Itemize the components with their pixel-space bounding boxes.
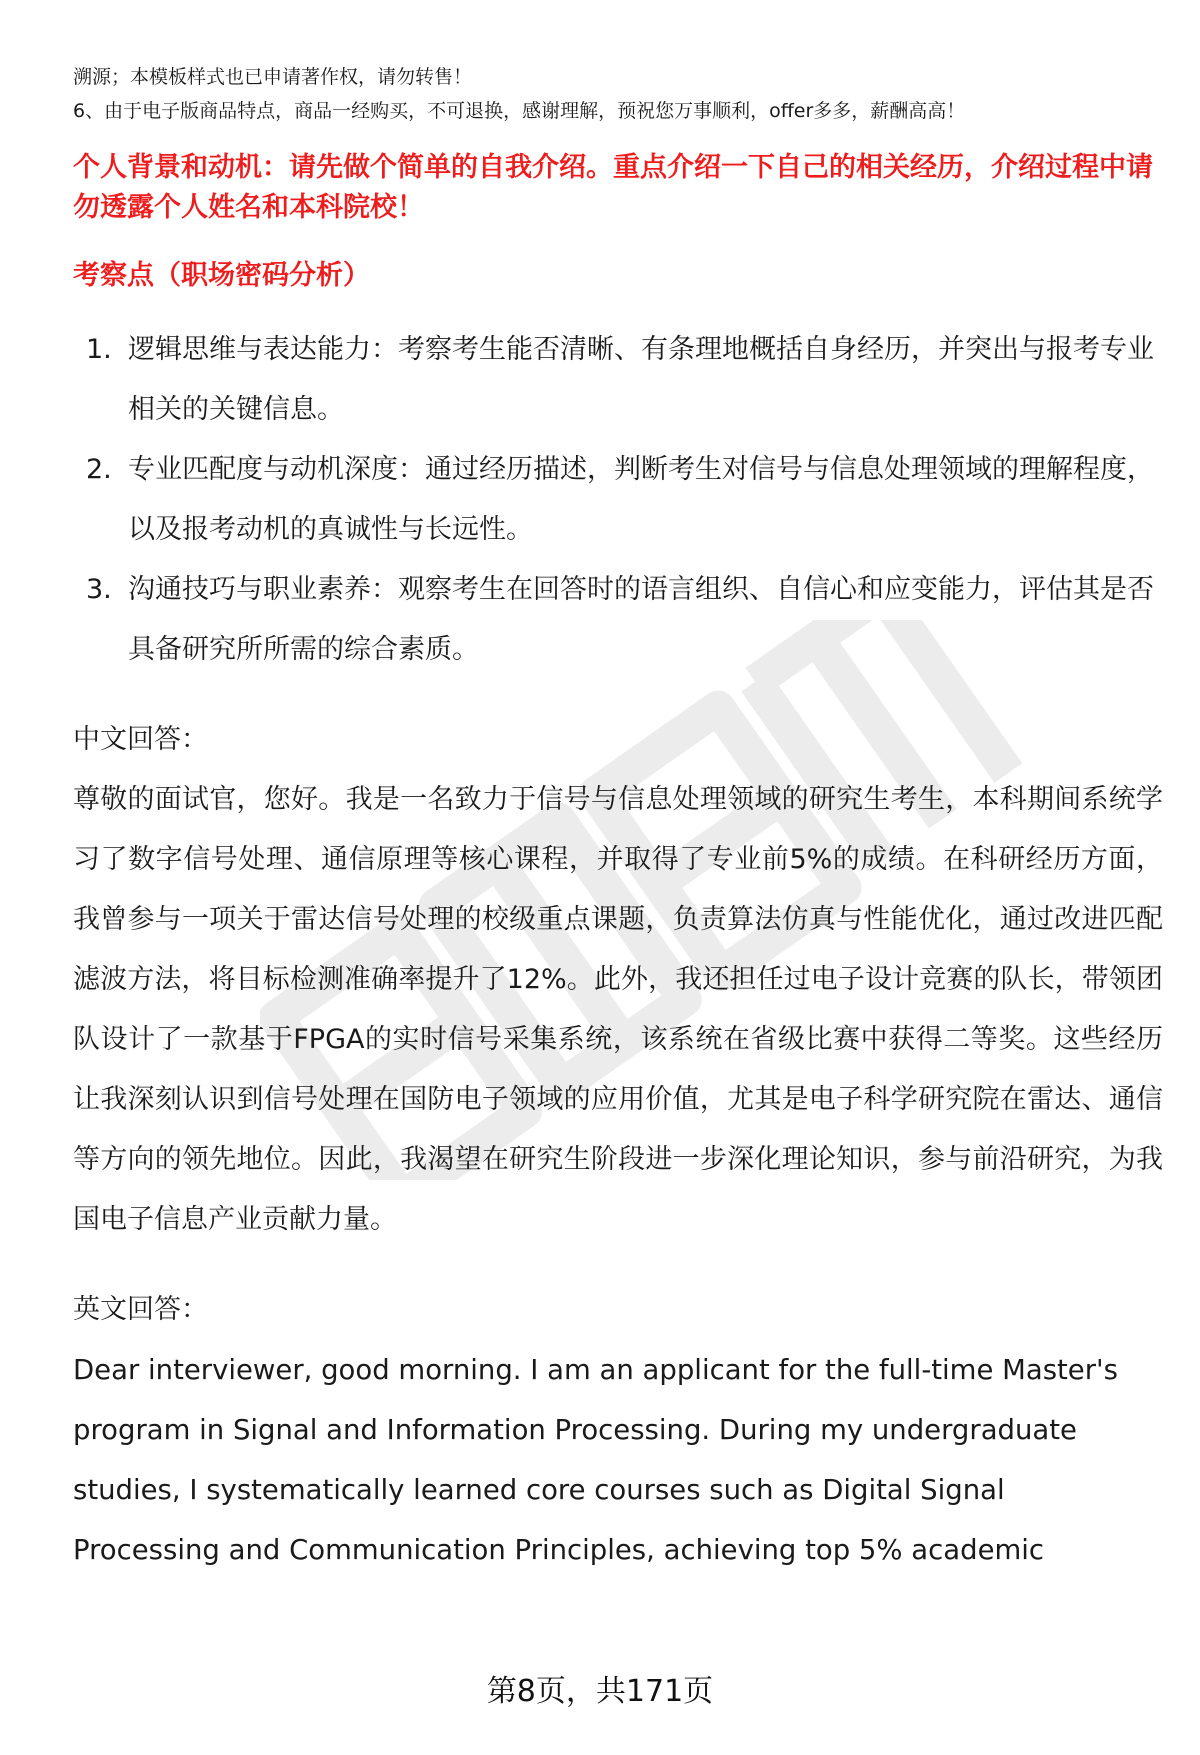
question-heading: 个人背景和动机：请先做个简单的自我介绍。重点介绍一下自己的相关经历，介绍过程中请勿透露个人姓名和本科院校！ <box>73 152 1153 223</box>
english-answer-text: Dear interviewer, good morning. I am an applicant for the full-time Master's program in Signal and Information Processing. During my undergraduate studies, I systematically learned core courses such as Digital Signal Processing and Communication Principles, achieving top 5% academic <box>73 1354 1118 1566</box>
assessment-point <box>73 440 1163 560</box>
english-answer-label: 英文回答： <box>73 1294 208 1325</box>
point-text: 逻辑思维与表达能力：考察考生能否清晰、有条理地概括自身经历，并突出与报考专业相关的关键信息。 <box>128 334 1154 425</box>
point-number: 1. <box>86 334 112 365</box>
page-content <box>73 60 1163 1580</box>
point-number: 3. <box>86 574 112 605</box>
point-number: 2. <box>86 454 112 485</box>
point-text: 沟通技巧与职业素养：观察考生在回答时的语言组织、自信心和应变能力，评估其是否具备研究所所需的综合素质。 <box>128 574 1154 665</box>
assessment-point <box>73 320 1163 440</box>
note-line-1: 溯源；本模板样式也已申请著作权，请勿转售！ <box>73 66 473 88</box>
assessment-points <box>73 320 1163 680</box>
page-number: 第8页，共171页 <box>486 1674 714 1709</box>
point-text: 专业匹配度与动机深度：通过经历描述，判断考生对信号与信息处理领域的理解程度，以及报考动机的真诚性与长远性。 <box>128 454 1154 545</box>
chinese-answer-text: 尊敬的面试官，您好。我是一名致力于信号与信息处理领域的研究生考生，本科期间系统学习了数字信号处理、通信原理等核心课程，并取得了专业前5%的成绩。在科研经历方面，我曾参与一项关于雷达信号处理的校级重点课题，负责算法仿真与性能优化，通过改进匹配滤波方法，将目标检测准确率提升了12%。此外，我还担任过电子设计竞赛的队长，带领团队设计了一款基于FPGA的实时信号采集系统，该系统在省级比赛中获得二等奖。这些经历让我深刻认识到信号处理在国防电子领域的应用价值，尤其是电子科学研究院在雷达、通信等方向的领先地位。因此，我渴望在研究生阶段进一步深化理论知识，参与前沿研究，为我国电子信息产业贡献力量。 <box>73 784 1163 1235</box>
note-line-2: 6、由于电子版商品特点，商品一经购买，不可退换，感谢理解，预祝您万事顺利，offer多多，薪酬高高！ <box>73 100 966 122</box>
question-subheading: 考察点（职场密码分析） <box>73 260 370 291</box>
assessment-point <box>73 560 1163 680</box>
chinese-answer-label: 中文回答： <box>73 724 208 755</box>
